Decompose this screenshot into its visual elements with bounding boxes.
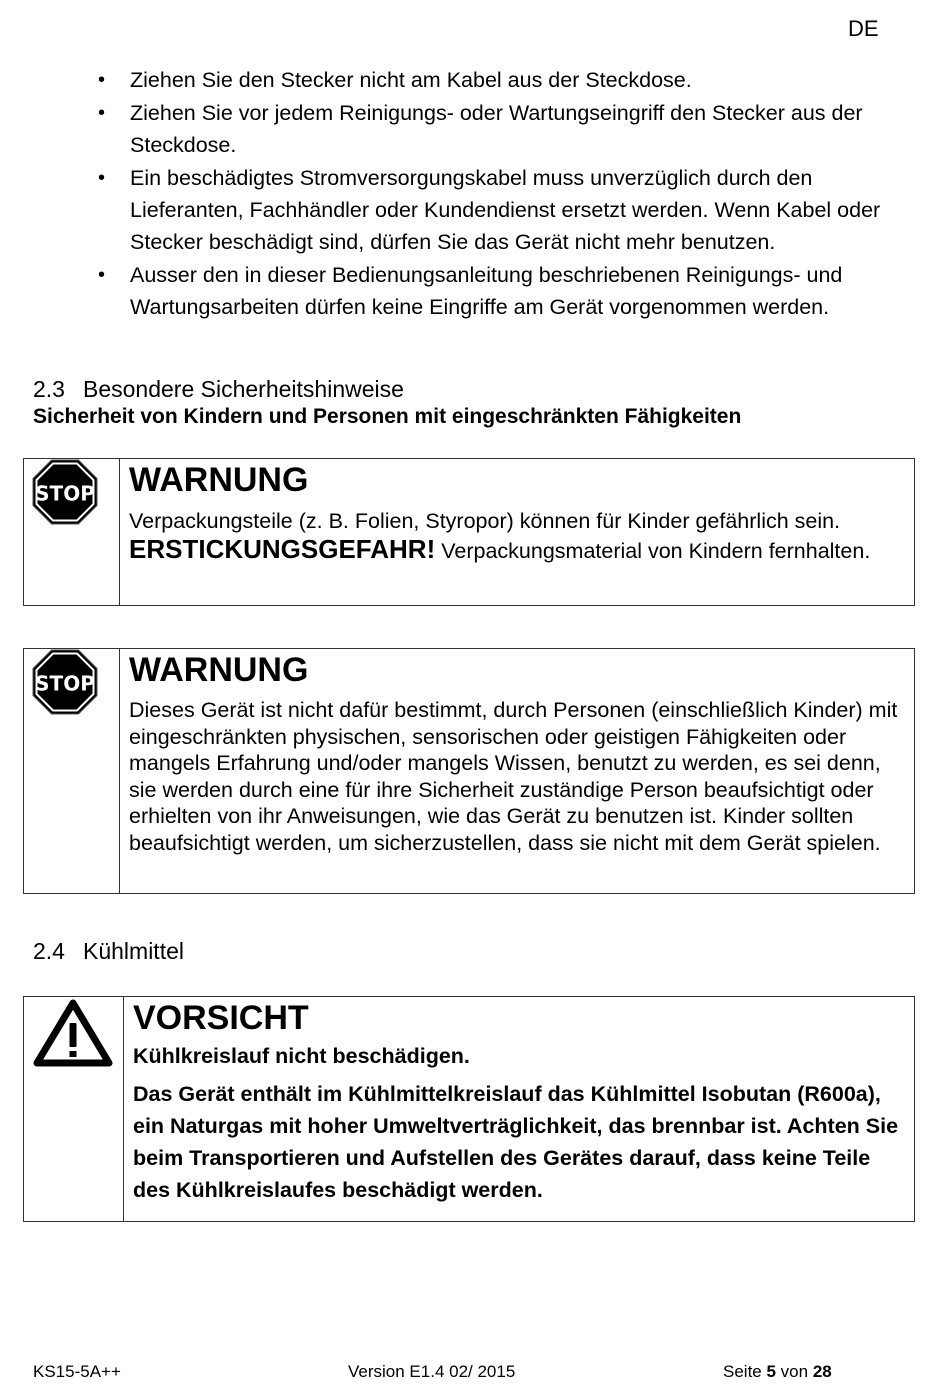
page-mid: von [775,1362,813,1381]
hazard-emphasis: ERSTICKUNGSGEFAHR! [129,534,436,564]
page-current: 5 [766,1362,776,1381]
icon-cell [24,649,120,893]
warning-text-rest: Verpackungsmaterial von Kindern fernhalten. [435,539,871,563]
caution-content [133,997,906,1206]
page-total: 28 [812,1362,832,1381]
list-item: • Ausser den in dieser Bedienungsanleitung beschriebenen Reinigungs- und Wartungsarbeiten dürfen keine Eingriffe am Gerät vorgenommen werden. [98,259,898,323]
section-number: 2.4 [33,938,65,964]
list-item: • Ziehen Sie den Stecker nicht am Kabel aus der Steckdose. [98,64,898,96]
stop-sign-text: STOP [35,671,95,696]
warning-box [23,648,915,894]
footer-model: KS15-5A++ [33,1362,121,1381]
warning-text-line: Verpackungsteile (z. B. Folien, Styropor) können für Kinder gefährlich sein. [129,509,841,533]
warning-box [23,458,915,606]
language-code: DE [848,16,879,41]
safety-bullet-list [98,64,898,324]
caution-heading: VORSICHT [133,999,309,1037]
icon-cell [24,997,124,1221]
list-item: • Ein beschädigtes Stromversorgungskabel muss unverzüglich durch den Lieferanten, Fachhändler oder Kundendienst ersetzt werden. Wenn Kabel oder Stecker beschädigt sind, dürfen Sie das Gerät nicht mehr benutzen. [98,162,898,258]
list-item: • Ziehen Sie vor jedem Reinigungs- oder Wartungseingriff den Stecker aus der Steckdose. [98,97,898,161]
section-heading-2-3 [33,376,404,403]
section-number: 2.3 [33,376,65,402]
footer-page-number [723,1362,832,1382]
section-heading-2-4 [33,938,184,965]
footer-version: Version E1.4 02/ 2015 [348,1362,516,1381]
section-subtitle: Sicherheit von Kindern und Personen mit eingeschränkten Fähigkeiten [33,405,742,428]
icon-cell [24,459,120,605]
stop-sign-icon [32,649,98,715]
caution-bold-line: Kühlkreislauf nicht beschädigen. [133,1044,470,1068]
stop-sign-icon [32,459,98,525]
stop-sign-text: STOP [35,481,95,506]
caution-text: Das Gerät enthält im Kühlmittelkreislauf das Kühlmittel Isobutan (R600a), ein Naturgas mit hoher Umweltverträglichkeit, das brennbar ist. Achten Sie beim Transportieren und Aufstellen des Gerätes darauf, dass keine Teile des Kühlkreislaufes beschädigt werden. [133,1082,899,1202]
warning-content [129,459,906,565]
warning-text [129,506,906,565]
page-prefix: Seite [723,1362,767,1381]
section-title: Kühlmittel [83,938,184,964]
warning-triangle-icon [32,997,114,1069]
warning-heading: WARNUNG [129,651,309,689]
warning-content [129,649,906,856]
warning-text-line [129,536,906,565]
warning-text: Dieses Gerät ist nicht dafür bestimmt, durch Personen (einschließlich Kinder) mit eingeschränkten physischen, sensorischen oder geistigen Fähigkeiten oder mangels Erfahrung und/oder mangels Wissen, benutzt zu werden, es sei denn, sie werden durch eine für ihre Sicherheit zuständige Person beaufsichtigt oder erhielten von ihr Anweisungen, wie das Gerät zu benutzen ist. Kinder sollten beaufsichtigt werden, um sicherzustellen, dass sie nicht mit dem Gerät spielen. [129,698,898,855]
caution-box [23,996,915,1222]
section-title: Besondere Sicherheitshinweise [83,376,404,402]
warning-heading: WARNUNG [129,461,309,499]
